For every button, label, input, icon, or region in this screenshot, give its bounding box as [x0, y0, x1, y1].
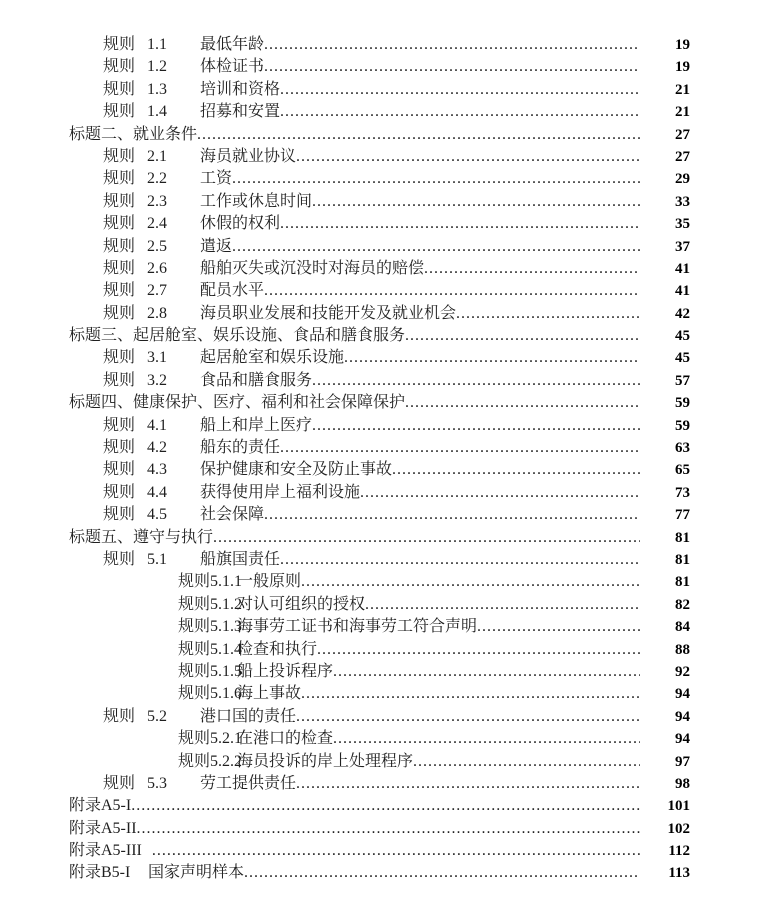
toc-entry-title: 船上和岸上医疗 — [200, 416, 313, 434]
toc-row — [69, 613, 690, 635]
dot-leader-icon — [280, 103, 640, 121]
toc-row — [69, 837, 690, 859]
dot-leader-icon — [344, 349, 640, 367]
toc-row — [69, 501, 690, 523]
toc-entry-page: 45 — [675, 328, 690, 345]
toc-entry-title: 在港口的检查 — [237, 730, 334, 748]
toc-entry-number: 1.4 — [147, 103, 167, 121]
toc-entry-title: 休假的权利 — [200, 215, 281, 233]
toc-row — [69, 859, 690, 881]
toc-entry-number: 1.1 — [147, 36, 167, 53]
toc-row — [69, 725, 690, 747]
dot-leader-icon — [477, 618, 640, 636]
toc-entry-page: 19 — [675, 59, 690, 76]
toc-entry-page: 19 — [675, 37, 690, 53]
dot-leader-icon — [280, 551, 640, 569]
toc-entry-label: 规则5.1.4 — [178, 640, 243, 658]
toc-entry-number: 3.1 — [147, 349, 167, 367]
toc-entry-title: 配员水平 — [200, 282, 265, 300]
dot-leader-icon — [232, 238, 640, 256]
toc-entry-label: 规则 — [103, 103, 136, 121]
toc-entry-page: 29 — [675, 171, 690, 188]
toc-entry-page: 21 — [675, 81, 690, 98]
toc-entry-label: 规则 — [103, 282, 136, 300]
toc-row — [69, 389, 690, 411]
toc-entry-label: 附录B5-I — [69, 864, 131, 882]
toc-row — [69, 98, 690, 120]
toc-row — [69, 680, 690, 702]
toc-entry-title: 船东的责任 — [200, 439, 281, 457]
toc-entry-label: 规则5.1.5 — [178, 662, 243, 680]
toc-entry-title: 附录A5-I — [69, 797, 132, 815]
toc-entry-number: 4.3 — [147, 461, 167, 479]
toc-entry-page: 88 — [675, 641, 690, 658]
toc-entry-title: 海事劳工证书和海事劳工符合声明 — [237, 618, 478, 636]
toc-entry-title: 保护健康和安全及防止事故 — [200, 461, 393, 479]
toc-row — [69, 591, 690, 613]
toc-entry-title: 社会保障 — [200, 506, 265, 524]
toc-entry-number: 2.1 — [147, 147, 167, 165]
toc-entry-page: 94 — [675, 731, 690, 748]
toc-entry-title: 培训和资格 — [200, 80, 281, 98]
toc-entry-number: 4.5 — [147, 506, 167, 524]
toc-entry-title: 海员投诉的岸上处理程序 — [237, 752, 414, 770]
toc-entry-number: 4.2 — [147, 439, 167, 457]
dot-leader-icon — [280, 81, 640, 99]
toc-entry-page: 112 — [668, 843, 690, 860]
toc-entry-number: 1.3 — [147, 80, 167, 98]
toc-entry-page: 102 — [667, 820, 690, 837]
toc-row — [69, 277, 690, 299]
toc-row — [69, 546, 690, 568]
toc-entry-title: 遣返 — [200, 237, 233, 255]
dot-leader-icon — [296, 148, 640, 166]
toc-row — [69, 53, 690, 75]
toc-entry-label: 规则 — [103, 550, 136, 568]
toc-row — [69, 143, 690, 165]
toc-entry-page: 81 — [675, 529, 690, 546]
dot-leader-icon — [413, 753, 640, 771]
toc-entry-label: 规则 — [103, 80, 136, 98]
toc-row — [69, 300, 690, 322]
dot-leader-icon — [360, 484, 640, 502]
toc-row — [69, 456, 690, 478]
toc-entry-title: 获得使用岸上福利设施 — [200, 483, 361, 501]
dot-leader-icon — [197, 126, 640, 144]
toc-entry-label: 规则 — [103, 192, 136, 210]
toc-entry-label: 规则 — [103, 304, 136, 322]
toc-row — [69, 636, 690, 658]
toc-entry-title: 标题三、起居舱室、娱乐设施、食品和膳食服务 — [69, 327, 406, 345]
toc-entry-title: 检查和执行 — [237, 640, 318, 658]
toc-entry-label: 规则5.2.2 — [178, 752, 243, 770]
dot-leader-icon — [232, 170, 640, 188]
toc-row — [69, 210, 690, 232]
toc-entry-title: 国家声明样本 — [148, 864, 245, 882]
toc-entry-label: 规则 — [103, 416, 136, 434]
toc-entry-page: 45 — [675, 350, 690, 367]
dot-leader-icon — [280, 439, 640, 457]
toc-entry-label: 规则 — [103, 259, 136, 277]
toc-row — [69, 479, 690, 501]
toc-entry-label: 规则 — [103, 461, 136, 479]
dot-leader-icon — [296, 775, 640, 793]
toc-row — [69, 658, 690, 680]
toc-entry-number: 4.1 — [147, 416, 167, 434]
toc-entry-title: 海员就业协议 — [200, 147, 297, 165]
toc-entry-title: 食品和膳食服务 — [200, 371, 313, 389]
toc-entry-label: 规则 — [103, 707, 136, 725]
toc-entry-title: 工资 — [200, 170, 233, 188]
toc-row — [69, 412, 690, 434]
toc-entry-page: 57 — [675, 372, 690, 389]
toc-row — [69, 367, 690, 389]
toc-entry-number: 2.4 — [147, 215, 167, 233]
toc-row — [69, 255, 690, 277]
toc-entry-label: 规则5.1.6 — [178, 685, 243, 703]
toc-entry-title: 招募和安置 — [200, 103, 281, 121]
dot-leader-icon — [296, 708, 640, 726]
toc — [69, 31, 690, 882]
toc-row — [69, 524, 690, 546]
toc-entry-title: 港口国的责任 — [200, 707, 297, 725]
dot-leader-icon — [301, 573, 640, 591]
toc-entry-label: 规则 — [103, 371, 136, 389]
toc-entry-title: 船舶灭失或沉没时对海员的赔偿 — [200, 259, 425, 277]
dot-leader-icon — [264, 506, 640, 524]
toc-entry-label: 规则 — [103, 349, 136, 367]
dot-leader-icon — [312, 372, 640, 390]
toc-entry-title: 海上事故 — [237, 685, 302, 703]
toc-entry-label: 规则 — [103, 439, 136, 457]
toc-row — [69, 121, 690, 143]
toc-entry-label: 规则 — [103, 215, 136, 233]
toc-entry-label: 规则 — [103, 483, 136, 501]
toc-entry-page: 92 — [675, 663, 690, 680]
toc-entry-page: 94 — [675, 708, 690, 725]
dot-leader-icon — [405, 327, 640, 345]
toc-entry-label: 规则 — [103, 36, 136, 53]
toc-entry-number: 2.3 — [147, 192, 167, 210]
toc-entry-label: 规则5.2.1 — [178, 730, 243, 748]
toc-entry-page: 81 — [675, 551, 690, 568]
dot-leader-icon — [264, 58, 640, 76]
dot-leader-icon — [131, 797, 640, 815]
toc-row — [69, 568, 690, 590]
dot-leader-icon — [333, 663, 640, 681]
dot-leader-icon — [317, 641, 640, 659]
toc-entry-number: 5.2 — [147, 707, 167, 725]
toc-entry-number: 4.4 — [147, 483, 167, 501]
toc-entry-page: 113 — [668, 865, 690, 882]
toc-entry-number: 5.1 — [147, 550, 167, 568]
dot-leader-icon — [365, 596, 640, 614]
toc-entry-title: 劳工提供责任 — [200, 774, 297, 792]
toc-entry-page: 27 — [675, 126, 690, 143]
toc-entry-page: 59 — [675, 395, 690, 412]
toc-entry-page: 94 — [675, 686, 690, 703]
toc-entry-page: 84 — [675, 619, 690, 636]
dot-leader-icon — [244, 864, 640, 882]
toc-entry-number: 2.8 — [147, 304, 167, 322]
dot-leader-icon — [301, 685, 640, 703]
toc-entry-title: 标题四、健康保护、医疗、福利和社会保障保护 — [69, 394, 406, 412]
toc-entry-title: 标题五、遵守与执行 — [69, 528, 214, 546]
toc-entry-label: 规则 — [103, 237, 136, 255]
toc-entry-page: 97 — [675, 753, 690, 770]
dot-leader-icon — [152, 842, 640, 860]
toc-entry-label: 规则 — [103, 147, 136, 165]
toc-entry-title: 对认可组织的授权 — [237, 595, 366, 613]
toc-row — [69, 322, 690, 344]
dot-leader-icon — [333, 730, 640, 748]
toc-entry-title: 工作或休息时间 — [200, 192, 313, 210]
toc-entry-label: 规则5.1.1 — [178, 573, 243, 591]
dot-leader-icon — [280, 215, 640, 233]
toc-entry-label: 规则5.1.2 — [178, 595, 243, 613]
dot-leader-icon — [264, 282, 640, 300]
dot-leader-icon — [264, 36, 640, 54]
toc-entry-title: 船旗国责任 — [200, 550, 281, 568]
toc-entry-number: 3.2 — [147, 371, 167, 389]
toc-entry-label: 规则 — [103, 774, 136, 792]
toc-entry-title: 附录A5-II — [69, 819, 137, 837]
toc-row — [69, 165, 690, 187]
toc-entry-number: 2.2 — [147, 170, 167, 188]
toc-row — [69, 770, 690, 792]
dot-leader-icon — [456, 305, 640, 323]
toc-entry-number: 1.2 — [147, 58, 167, 76]
toc-entry-page: 81 — [675, 574, 690, 591]
toc-entry-page: 63 — [675, 440, 690, 457]
toc-entry-number: 2.5 — [147, 237, 167, 255]
toc-entry-page: 37 — [675, 238, 690, 255]
dot-leader-icon — [405, 394, 640, 412]
toc-row — [69, 188, 690, 210]
toc-row — [69, 31, 690, 53]
toc-entry-label: 规则 — [103, 58, 136, 76]
toc-entry-page: 42 — [675, 305, 690, 322]
dot-leader-icon — [424, 260, 640, 278]
toc-entry-page: 59 — [675, 417, 690, 434]
toc-row — [69, 748, 690, 770]
toc-row — [69, 76, 690, 98]
toc-entry-page: 65 — [675, 462, 690, 479]
dot-leader-icon — [312, 193, 640, 211]
toc-entry-page: 101 — [667, 798, 690, 815]
toc-entry-page: 41 — [675, 260, 690, 277]
toc-entry-title: 起居舱室和娱乐设施 — [200, 349, 345, 367]
toc-row — [69, 233, 690, 255]
toc-entry-label: 规则 — [103, 506, 136, 524]
toc-entry-number: 2.7 — [147, 282, 167, 300]
toc-row — [69, 434, 690, 456]
toc-entry-title: 一般原则 — [237, 573, 302, 591]
toc-entry-number: 5.3 — [147, 774, 167, 792]
toc-row — [69, 792, 690, 814]
toc-entry-page: 35 — [675, 216, 690, 233]
toc-entry-page: 73 — [675, 484, 690, 501]
toc-entry-number: 2.6 — [147, 259, 167, 277]
dot-leader-icon — [137, 820, 640, 838]
toc-entry-title: 附录A5-III — [69, 842, 142, 860]
toc-row — [69, 344, 690, 366]
toc-entry-page: 98 — [675, 775, 690, 792]
toc-entry-title: 标题二、就业条件 — [69, 125, 198, 143]
dot-leader-icon — [312, 417, 640, 435]
toc-entry-page: 21 — [675, 104, 690, 121]
toc-entry-title: 体检证书 — [200, 58, 265, 76]
toc-entry-page: 41 — [675, 283, 690, 300]
toc-entry-label: 规则 — [103, 170, 136, 188]
toc-entry-page: 27 — [675, 148, 690, 165]
toc-entry-page: 82 — [675, 596, 690, 613]
toc-row — [69, 703, 690, 725]
toc-entry-title: 船上投诉程序 — [237, 662, 334, 680]
dot-leader-icon — [213, 529, 640, 547]
dot-leader-icon — [392, 461, 640, 479]
toc-entry-page: 77 — [675, 507, 690, 524]
toc-row — [69, 815, 690, 837]
toc-entry-title: 海员职业发展和技能开发及就业机会 — [200, 304, 457, 322]
toc-entry-title: 最低年龄 — [200, 36, 265, 53]
toc-entry-page: 33 — [675, 193, 690, 210]
toc-entry-label: 规则5.1.3 — [178, 618, 243, 636]
